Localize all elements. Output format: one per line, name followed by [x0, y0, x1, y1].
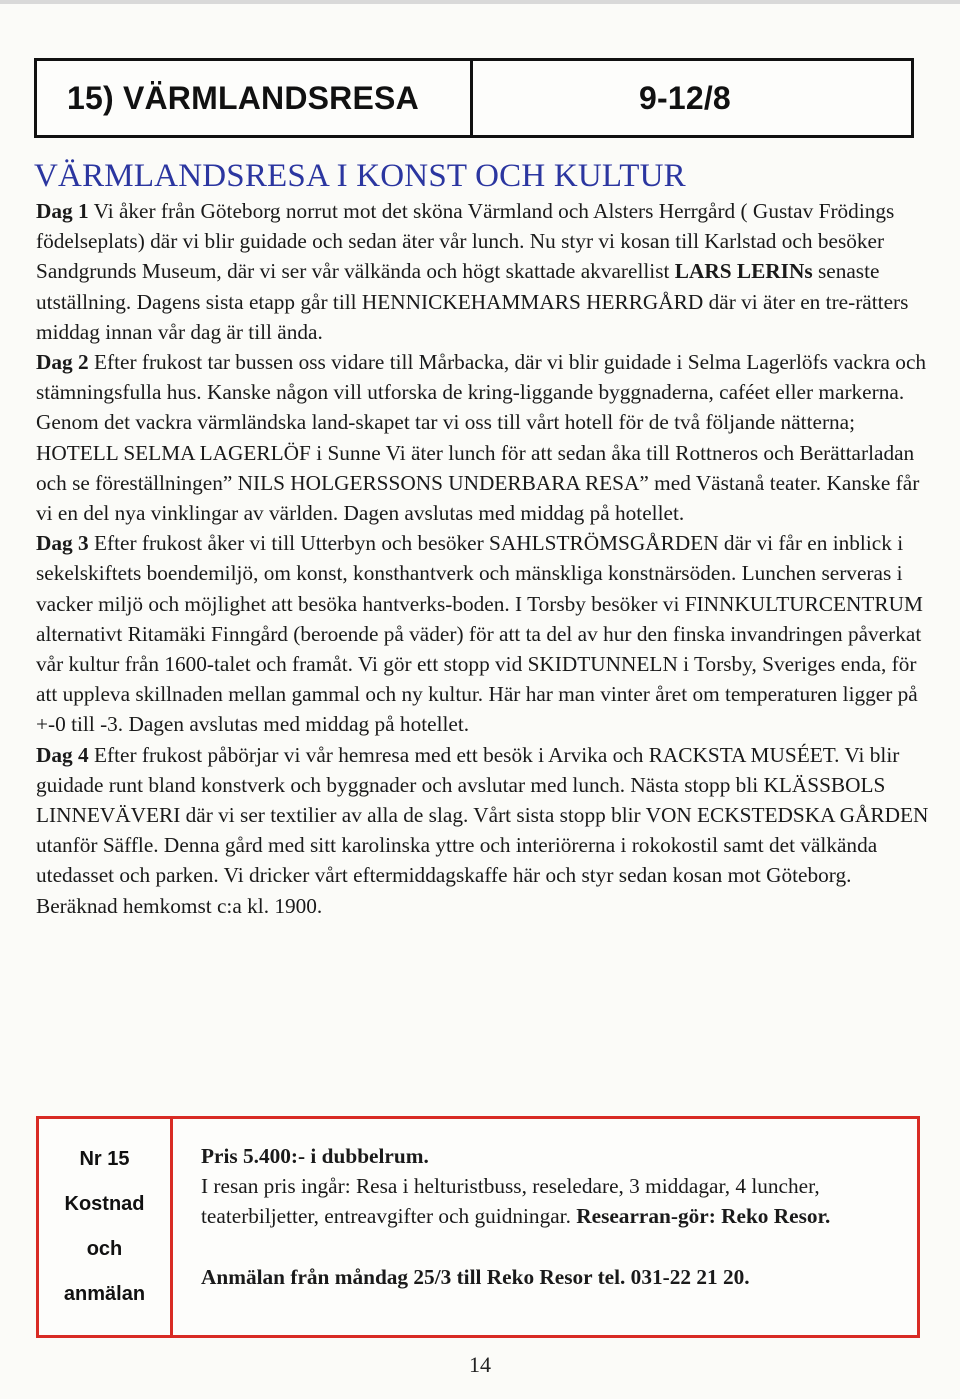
page-number: 14 [469, 1352, 491, 1377]
header-box [34, 58, 914, 138]
day-2-text: Efter frukost tar bussen oss vidare till Mårbacka, där vi blir guidade i Selma Lagerlöfs vackra och stämningsfulla hus. Kanske någon vill utforska de kring-liggande byggnaderna, caféet eller markerna. Genom det vackra värmländska land-skapet tar vi oss till vårt hotell för de två följande nätterna; HOTELL SELMA LAGERLÖF i Sunne Vi äter lunch för att sedan åka till Rottneros och Berättarladan och se föreställningen” NILS HOLGERSSONS UNDERBARA RESA” med Västanå teater. Kanske får vi en del nya vinklingar av världen. Dagen avslutas med middag på hotellet. [36, 350, 927, 526]
cost-label: Kostnad [64, 1193, 145, 1215]
day-1-paragraph [36, 196, 930, 347]
trip-number-label: Nr 15 [79, 1148, 130, 1170]
price-text: Pris 5.400:- i dubbelrum. [201, 1144, 429, 1168]
day-4-text: Efter frukost påbörjar vi vår hemresa med ett besök i Arvika och RACKSTA MUSÉET. Vi blir guidade runt bland konstverk och byggnader och avslutar med lunch. Nästa stopp bli KLÄSSBOLS LINNEVÄVERI där vi ser textilier av alla de slag. Vårt sista stopp blir VON ECKSTEDSKA GÅRDEN utanför Säffle. Denna gård med sitt karolinska yttre och interiörerna i rokokostil samt det välkända utedasset och parken. Vi dricker vårt eftermiddagskaffe här och styr sedan kosan mot Göteborg. Beräknad hemkomst c:a kl. 1900. [36, 742, 929, 918]
day-2-paragraph [36, 347, 930, 528]
day-3-paragraph [36, 528, 930, 739]
registration-text: Anmälan från måndag 25/3 till Reko Resor tel. 031-22 21 20. [201, 1264, 750, 1289]
trip-dates: 9-12/8 [639, 79, 731, 116]
organizer-text: Researran-gör: Reko Resor. [576, 1204, 831, 1229]
day-1-artist: LARS LERINs [674, 259, 813, 284]
header-title-cell [37, 61, 473, 135]
header-dates-cell [473, 61, 911, 135]
day-4-label: Dag 4 [36, 742, 89, 767]
itinerary-body [36, 196, 930, 921]
day-1-label: Dag 1 [36, 199, 89, 223]
day-1-text-b: senaste utställning. Dagens sista etapp går till HENNICKEHAMMARS HERRGÅRD där vi äter en tre-rätters middag innan vår dag är till ända. [36, 259, 909, 344]
trip-title: 15) VÄRMLANDSRESA [67, 79, 419, 116]
day-4-paragraph [36, 740, 930, 921]
day-3-label: Dag 3 [36, 531, 89, 556]
day-3-text: Efter frukost åker vi till Utterbyn och besöker SAHLSTRÖMSGÅRDEN där vi får en inblick i sekelskiftets boendemiljö, om konst, konsthantverk och mänskliga konstnärsöden. Lunchen serveras i vacker miljö och möjlighet att besöka hantverks-boden. I Torsby besöker vi FINNKULTURCENTRUM alternativt Ritamäki Finngård (beroende på väder) för att ta del av hur den finska invandringen påverkat vår kultur från 1600-talet och framåt. Vi gör ett stopp vid SKIDTUNNELN i Torsby, Sveriges enda, för att uppleva skillnaden mellan gammal och ny kultur. Här har man vinter året om temperaturen ligger på +-0 till -3. Dagen avslutas med middag på hotellet. [36, 531, 923, 737]
day-2-label: Dag 2 [36, 350, 89, 375]
and-label: och [86, 1238, 123, 1260]
registration-label: anmälan [63, 1283, 146, 1305]
main-heading: VÄRMLANDSRESA I KONST OCH KULTUR [34, 158, 686, 194]
info-details [173, 1119, 917, 1335]
day-1-text-a: Vi åker från Göteborg norrut mot det sköna Värmland och Alsters Herrgård ( Gustav Frödings födelseplats) där vi blir guidade och sedan äter vår lunch. Nu styr vi kosan till Karlstad och besöker Sandgrunds Museum, där vi ser vår välkända och högt skattade akvarellist [36, 199, 895, 284]
price-info-box [36, 1116, 920, 1338]
included-text: I resan pris ingår: Resa i helturistbuss, reseledare, 3 middagar, 4 luncher, teaterbiljetter, entreavgifter och guidningar. [201, 1174, 820, 1229]
top-rule [0, 0, 960, 4]
info-side-labels [39, 1119, 173, 1335]
